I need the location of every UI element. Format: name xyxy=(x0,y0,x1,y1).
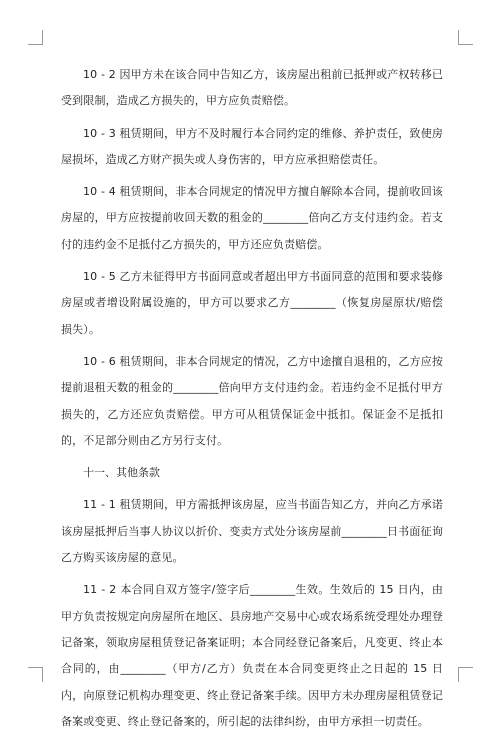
section-heading: 十一、其他条款 xyxy=(83,466,160,480)
document-page xyxy=(61,62,443,741)
crop-mark-top-right xyxy=(458,30,473,45)
crop-mark-bottom-right xyxy=(458,667,473,682)
clause-10-2: 10 - 2 因甲方未在该合同中告知乙方，该房屋出租前已抵押或产权转移已受到限制，造成乙方损失的，甲方应负责赔偿。 xyxy=(61,68,443,108)
clause-10-6: 10 - 6 租赁期间，非本合同规定的情况，乙方中途擅自退租的，乙方应按提前退租天数的租金的________倍向甲方支付违约金。若违约金不足抵付甲方损失的，乙方还应负责赔偿。甲方可从租赁保证金中抵扣。保证金不足抵扣的，不足部分则由乙方另行支付。 xyxy=(61,354,443,447)
clause-11-2: 11 - 2 本合同自双方签字/签字后________生效。生效后的 15 日内，由甲方负责按规定向房屋所在地区、县房地产交易中心或农场系统受理处办理登记备案，领取房屋租赁登记备案证明；本合同经登记备案后，凡变更、终止本合同的，由________（甲方/乙方）负责在本合同变更终止之日起的 15 日内，向原登记机构办理变更、终止登记备案手续。因甲方未办理房屋租赁登记备案或变更、终止登记备案的，所引起的法律纠纷，由甲方承担一切责任。 xyxy=(61,583,443,728)
crop-mark-top-left xyxy=(28,30,43,45)
crop-mark-bottom-left xyxy=(28,667,43,682)
clause-11-1: 11 - 1 租赁期间，甲方需抵押该房屋，应当书面告知乙方，并向乙方承诺该房屋抵押后当事人协议以折价、变卖方式处分该房屋前________日书面征询乙方购买该房屋的意见。 xyxy=(61,498,443,565)
clause-10-4: 10 - 4 租赁期间，非本合同规定的情况甲方擅自解除本合同，提前收回该房屋的，甲方应按提前收回天数的租金的________倍向乙方支付违约金。若支付的违约金不足抵付乙方损失的，甲方还应负责赔偿。 xyxy=(61,185,443,251)
clause-10-5: 10 - 5 乙方未征得甲方书面同意或者超出甲方书面同意的范围和要求装修房屋或者增设附属设施的，甲方可以要求乙方________（恢复房屋原状/赔偿损失）。 xyxy=(61,270,443,336)
clause-10-3: 10 - 3 租赁期间，甲方不及时履行本合同约定的维修、养护责任，致使房屋损坏，造成乙方财产损失或人身伤害的，甲方应承担赔偿责任。 xyxy=(61,126,443,166)
